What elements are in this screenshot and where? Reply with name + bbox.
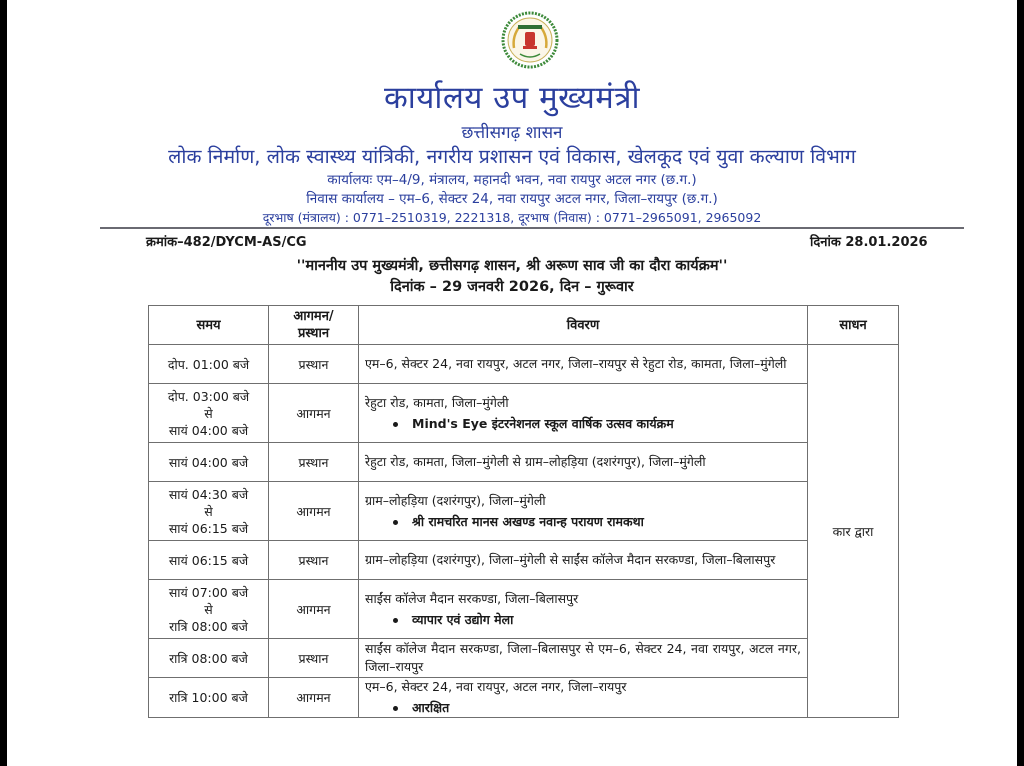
event-text: श्री रामचरित मानस अखण्ड नवान्ह परायण रामकथा (412, 513, 644, 529)
phone-numbers: दूरभाष (मंत्रालय) : 0771–2510319, 2221318, दूरभाष (निवास) : 0771–2965091, 2965092 (262, 210, 762, 225)
details-cell: रेहुटा रोड, कामता, जिला–मुंगेली से ग्राम–लोहड़िया (दशरंगपुर), जिला–मुंगेली (359, 443, 808, 482)
time-separator: से (204, 503, 213, 519)
bullet-icon (393, 706, 398, 711)
time-text: सायं 04:00 बजे (168, 454, 249, 470)
header-divider (100, 227, 964, 229)
details-cell: ग्राम–लोहड़िया (दशरंगपुर), जिला–मुंगेली से साईंस कॉलेज मैदान सरकण्डा, जिला–बिलासपुर (359, 541, 808, 580)
office-title: कार्यालय उप मुख्यमंत्री (384, 80, 640, 116)
location-text: रेहुटा रोड, कामता, जिला–मुंगेली (365, 394, 509, 410)
header-time: समय (149, 306, 269, 345)
time-start: सायं 04:30 बजे (168, 486, 249, 502)
header-details: विवरण (359, 306, 808, 345)
event-text: आरक्षित (412, 700, 450, 715)
time-end: सायं 04:00 बजे (168, 422, 249, 438)
type-cell: आगमन (269, 384, 359, 443)
time-cell (149, 580, 269, 639)
table-row (149, 580, 899, 639)
time-end: सायं 06:15 बजे (168, 520, 249, 536)
event-item (365, 513, 801, 531)
event-item (365, 611, 801, 629)
location-text: साईंस कॉलेज मैदान सरकण्डा, जिला–बिलासपुर (365, 590, 579, 606)
table-row (149, 482, 899, 541)
table-row (149, 678, 899, 718)
time-text: रात्रि 08:00 बजे (169, 650, 248, 666)
header-type-line1: आगमन/ (293, 309, 334, 324)
bullet-icon (393, 422, 398, 427)
time-cell (149, 639, 269, 678)
letter-date: दिनांक 28.01.2026 (810, 235, 928, 250)
header-type-line2: प्रस्थान (297, 326, 330, 341)
residence-address: निवास कार्यालय – एम–6, सेक्टर 24, नवा रायपुर अटल नगर, जिला–रायपुर (छ.ग.) (306, 191, 718, 207)
details-cell (359, 678, 808, 718)
bullet-icon (393, 520, 398, 525)
tour-date-line: दिनांक – 29 जनवरी 2026, दिन – गुरूवार (390, 279, 634, 295)
details-cell (359, 482, 808, 541)
departments-line: लोक निर्माण, लोक स्वास्थ्य यांत्रिकी, नगरीय प्रशासन एवं विकास, खेलकूद एवं युवा कल्याण विभाग (168, 145, 856, 168)
time-separator: से (204, 601, 213, 617)
details-cell (359, 384, 808, 443)
type-cell: आगमन (269, 482, 359, 541)
reference-number: क्रमांक–482/DYCM-AS/CG (146, 235, 307, 250)
time-text: दोप. 01:00 बजे (167, 356, 250, 372)
type-cell: प्रस्थान (269, 639, 359, 678)
time-text: रात्रि 10:00 बजे (169, 690, 248, 705)
event-item (365, 415, 801, 433)
time-cell (149, 384, 269, 443)
time-cell (149, 443, 269, 482)
time-cell (149, 541, 269, 580)
mode-cell: कार द्वारा (808, 345, 899, 718)
time-end: रात्रि 08:00 बजे (169, 618, 248, 634)
type-cell: आगमन (269, 580, 359, 639)
time-text: सायं 06:15 बजे (168, 552, 249, 568)
time-cell (149, 678, 269, 718)
header-mode: साधन (808, 306, 899, 345)
header-arrival-departure (269, 306, 359, 345)
time-start: सायं 07:00 बजे (168, 584, 249, 600)
chhattisgarh-emblem-icon (500, 10, 560, 70)
table-row (149, 541, 899, 580)
office-address: कार्यालयः एम–4/9, मंत्रालय, महानदी भवन, नवा रायपुर अटल नगर (छ.ग.) (327, 172, 697, 188)
type-cell: प्रस्थान (269, 443, 359, 482)
subject-line: ''माननीय उप मुख्यमंत्री, छत्तीसगढ़ शासन, श्री अरूण साव जी का दौरा कार्यक्रम'' (296, 258, 728, 274)
time-cell (149, 345, 269, 384)
time-start: दोप. 03:00 बजे (167, 388, 250, 404)
details-cell: एम–6, सेक्टर 24, नवा रायपुर, अटल नगर, जिला–रायपुर से रेहुटा रोड, कामता, जिला–मुंगेली (359, 345, 808, 384)
location-text: ग्राम–लोहड़िया (दशरंगपुर), जिला–मुंगेली (365, 492, 546, 508)
table-header-row (149, 306, 899, 345)
government-name: छत्तीसगढ़ शासन (461, 123, 563, 143)
time-separator: से (204, 405, 213, 421)
event-text: Mind's Eye इंटरनेशनल स्कूल वार्षिक उत्सव कार्यक्रम (412, 415, 674, 431)
type-cell: आगमन (269, 678, 359, 718)
details-cell (359, 580, 808, 639)
type-cell: प्रस्थान (269, 541, 359, 580)
details-cell: साईंस कॉलेज मैदान सरकण्डा, जिला–बिलासपुर से एम–6, सेक्टर 24, नवा रायपुर, अटल नगर, जिला–रायपुर (359, 639, 808, 678)
event-item (365, 699, 801, 717)
event-text: व्यापार एवं उद्योग मेला (412, 611, 514, 627)
bullet-icon (393, 618, 398, 623)
time-cell (149, 482, 269, 541)
table-row (149, 639, 899, 678)
table-row (149, 443, 899, 482)
location-text: एम–6, सेक्टर 24, नवा रायपुर, अटल नगर, जिला–रायपुर (365, 679, 627, 694)
table-row (149, 345, 899, 384)
table-row (149, 384, 899, 443)
schedule-table (148, 305, 899, 718)
type-cell: प्रस्थान (269, 345, 359, 384)
